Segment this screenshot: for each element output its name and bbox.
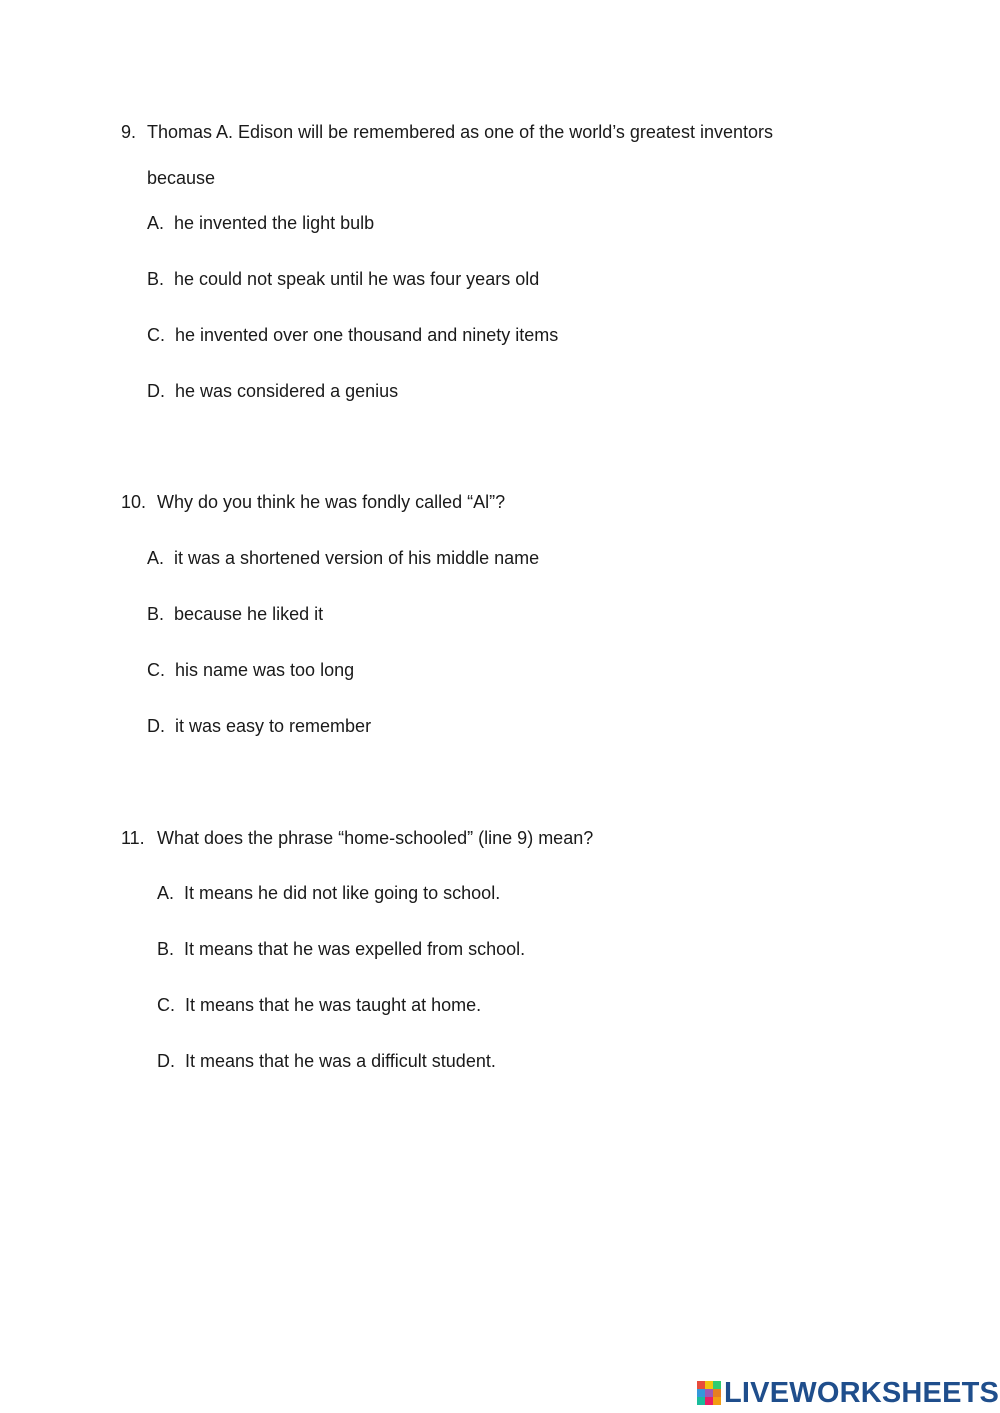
question-text: Why do you think he was fondly called “Al”? — [157, 492, 506, 512]
question-number: 10. — [121, 492, 147, 512]
question-text: What does the phrase “home-schooled” (line 9) mean? — [157, 828, 594, 848]
logo-tile — [705, 1381, 713, 1389]
logo-text: LIVEWORKSHEETS — [724, 1377, 1000, 1409]
question-11-option-c — [157, 994, 481, 1016]
option-letter: B. — [157, 939, 175, 959]
question-11-option-d — [157, 1050, 496, 1072]
option-text: it was a shortened version of his middle name — [174, 548, 540, 568]
question-11-option-a — [157, 882, 500, 904]
option-text: he invented the light bulb — [174, 213, 375, 233]
question-10-option-d — [147, 715, 371, 737]
question-10-option-a — [147, 547, 539, 569]
option-letter: A. — [157, 883, 175, 903]
liveworksheets-logo[interactable] — [697, 1378, 999, 1408]
question-9-option-c — [147, 324, 558, 346]
option-text: It means that he was a difficult student. — [185, 1051, 496, 1071]
logo-tile — [705, 1397, 713, 1405]
question-9-option-a — [147, 212, 374, 234]
option-letter: C. — [147, 660, 165, 680]
logo-tile — [697, 1381, 705, 1389]
option-letter: B. — [147, 604, 165, 624]
logo-tile — [713, 1381, 721, 1389]
question-9-stem-continued: because — [147, 168, 216, 188]
option-text: he could not speak until he was four years old — [174, 269, 540, 289]
question-10-option-c — [147, 659, 354, 681]
question-10-option-b — [147, 603, 323, 625]
option-letter: C. — [147, 325, 165, 345]
option-letter: D. — [157, 1051, 175, 1071]
option-text: it was easy to remember — [175, 716, 372, 736]
option-letter: D. — [147, 381, 165, 401]
logo-tile — [697, 1389, 705, 1397]
logo-tile — [713, 1389, 721, 1397]
logo-tiles-icon — [697, 1381, 721, 1405]
question-9-option-b — [147, 268, 539, 290]
option-text: he was considered a genius — [175, 381, 399, 401]
question-text: Thomas A. Edison will be remembered as one of the world’s greatest inventors — [147, 122, 773, 142]
question-11-stem — [121, 827, 593, 849]
question-9-stem — [121, 121, 773, 143]
question-11-option-b — [157, 938, 525, 960]
option-text: It means that he was taught at home. — [185, 995, 482, 1015]
logo-tile — [705, 1389, 713, 1397]
option-letter: A. — [147, 548, 165, 568]
option-text: his name was too long — [175, 660, 355, 680]
option-letter: C. — [157, 995, 175, 1015]
logo-tile — [697, 1397, 705, 1405]
option-text: because he liked it — [174, 604, 324, 624]
question-9-option-d — [147, 380, 398, 402]
option-letter: D. — [147, 716, 165, 736]
option-text: It means that he was expelled from school. — [184, 939, 526, 959]
question-10-stem — [121, 491, 505, 513]
option-letter: A. — [147, 213, 165, 233]
option-text: It means he did not like going to school. — [184, 883, 501, 903]
question-number: 9. — [121, 122, 137, 142]
question-number: 11. — [121, 828, 145, 848]
option-text: he invented over one thousand and ninety items — [175, 325, 559, 345]
option-letter: B. — [147, 269, 165, 289]
logo-tile — [713, 1397, 721, 1405]
